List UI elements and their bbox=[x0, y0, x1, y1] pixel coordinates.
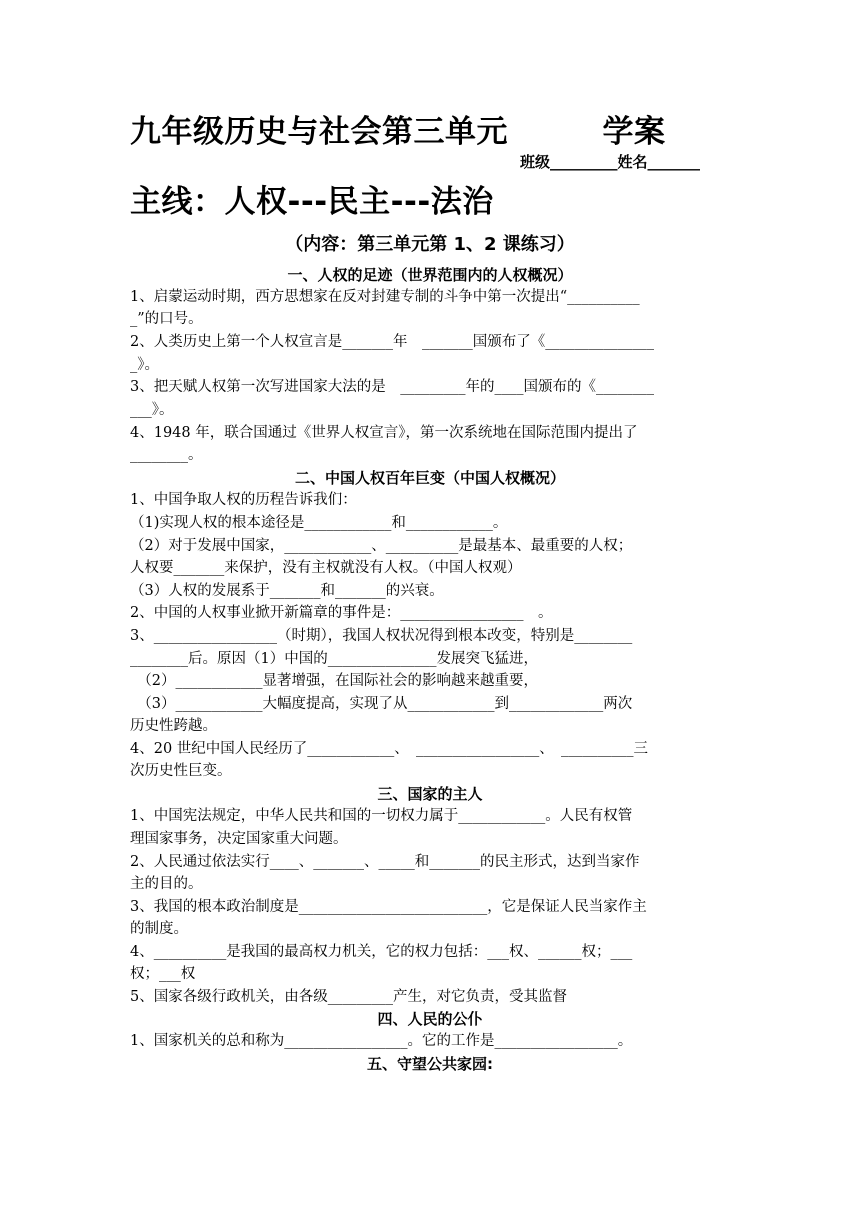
text-line: （3）人权的发展系于_______和_______的兴衰。 bbox=[130, 583, 444, 599]
text-line: （2）对于发展中国家，____________、__________是最基本、最重要的人权； bbox=[130, 538, 633, 554]
text-line: ________。 bbox=[130, 447, 203, 463]
text-line: （2）____________显著增强，在国际社会的影响越来越重要， bbox=[130, 673, 538, 689]
text-line: 2、人类历史上第一个人权宣言是_______年 _______国颁布了《_______________ bbox=[130, 334, 654, 350]
section-heading: 一、人权的足迹（世界范围内的人权概况） bbox=[287, 266, 573, 284]
section-heading: 二、中国人权百年巨变（中国人权概况） bbox=[294, 469, 565, 487]
mainline-heading: 主线：人权---民主---法治 bbox=[130, 184, 494, 220]
text-line: 人权要_______来保护，没有主权就没有人权。（中国人权观） bbox=[130, 560, 522, 576]
text-line: 3、我国的根本政治制度是__________________________，它是保证人民当家作主 bbox=[130, 899, 647, 915]
text-line: 1、国家机关的总和称为_________________。它的工作是_________________。 bbox=[130, 1033, 633, 1049]
text-line: （3）____________大幅度提高，实现了从____________到_____________两次 bbox=[130, 696, 633, 712]
text-line: （1)实现人权的根本途径是____________和____________。 bbox=[130, 515, 508, 531]
text-line: ________后。原因（1）中国的_______________发展突飞猛进， bbox=[130, 651, 538, 667]
section-heading: 三、国家的主人 bbox=[377, 785, 483, 803]
text-line: 1、中国争取人权的历程告诉我们： bbox=[130, 492, 357, 508]
section-heading: 四、人民的公仆 bbox=[377, 1010, 483, 1028]
text-line: 1、启蒙运动时期，西方思想家在反对封建专制的斗争中第一次提出“__________ bbox=[130, 289, 640, 305]
text-line: 3、_________________（时期），我国人权状况得到根本改变，特别是________ bbox=[130, 628, 633, 644]
text-line: 3、把天赋人权第一次写进国家大法的是 _________年的____国颁布的《________ bbox=[130, 379, 654, 395]
text-line: ___》。 bbox=[130, 402, 174, 418]
class-name-line: 班级_________姓名_______ bbox=[520, 153, 701, 171]
text-line: 主的目的。 bbox=[130, 876, 203, 892]
text-line: 历史性跨越。 bbox=[130, 718, 217, 734]
subtitle: （内容：第三单元第 1、2 课练习） bbox=[285, 234, 575, 255]
text-line: _”的口号。 bbox=[130, 311, 203, 327]
text-line: 2、中国的人权事业掀开新篇章的事件是：_________________ 。 bbox=[130, 605, 553, 621]
page-title: 九年级历史与社会第三单元 学案 bbox=[130, 114, 666, 150]
text-line: 2、人民通过依法实行____、_______、_____和_______的民主形式，达到当家作 bbox=[130, 854, 640, 870]
text-line: 4、__________是我国的最高权力机关，它的权力包括：___权、______权；___ bbox=[130, 944, 633, 960]
text-line: 权；___权 bbox=[130, 966, 196, 982]
text-line: 5、国家各级行政机关，由各级_________产生，对它负责，受其监督 bbox=[130, 989, 567, 1005]
text-line: _》。 bbox=[130, 357, 159, 373]
section-heading: 五、守望公共家园: bbox=[367, 1055, 493, 1073]
text-line: 的制度。 bbox=[130, 921, 188, 937]
text-line: 4、1948 年，联合国通过《世界人权宣言》，第一次系统地在国际范围内提出了 bbox=[130, 425, 638, 441]
text-line: 理国家事务，决定国家重大问题。 bbox=[130, 831, 348, 847]
text-line: 4、20 世纪中国人民经历了____________、 _________________、 __________三 bbox=[130, 741, 649, 757]
text-line: 次历史性巨变。 bbox=[130, 763, 232, 779]
text-line: 1、中国宪法规定，中华人民共和国的一切权力属于____________。人民有权管 bbox=[130, 808, 633, 824]
